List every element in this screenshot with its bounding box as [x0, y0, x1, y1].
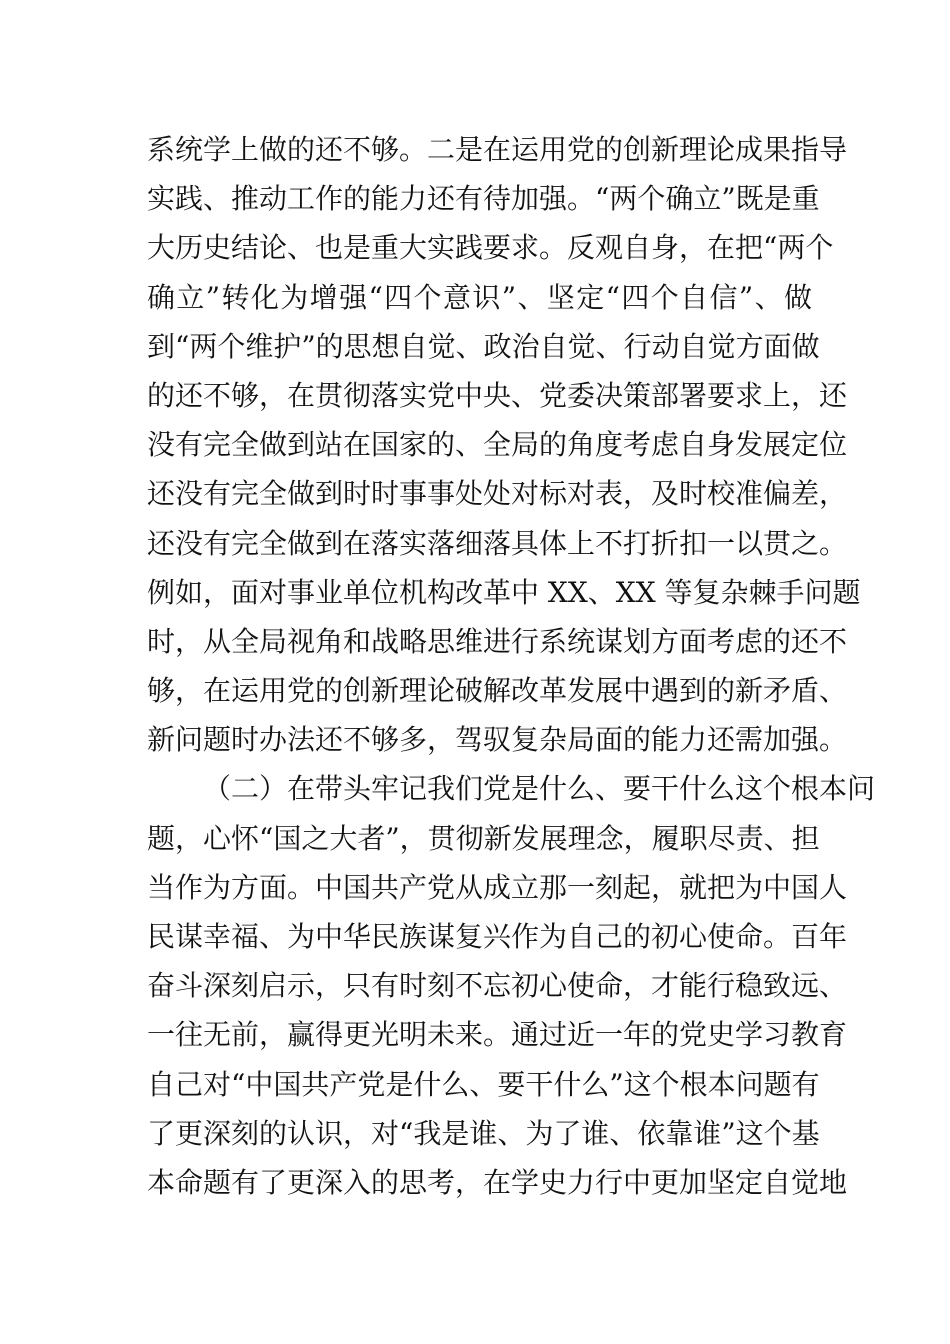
text-line: 到“两个维护”的思想自觉、政治自觉、行动自觉方面做 — [147, 329, 820, 363]
text-line: 了更深刻的认识，对“我是谁、为了谁、依靠谁”这个基 — [147, 1116, 820, 1150]
text-line: 够，在运用党的创新理论破解改革发展中遇到的新矛盾、 — [147, 674, 848, 708]
text-line: 大历史结论、也是重大实践要求。反观自身，在把“两个 — [147, 231, 834, 265]
text-line: 一往无前，赢得更光明未来。通过近一年的党史学习教育 — [147, 1018, 848, 1052]
text-line: 奋斗深刻启示，只有时刻不忘初心使命，才能行稳致远、 — [147, 969, 848, 1003]
text-line: 自己对“中国共产党是什么、要干什么”这个根本问题有 — [147, 1067, 820, 1101]
body-text — [147, 125, 876, 1207]
section-heading-line: （二）在带头牢记我们党是什么、要干什么这个根本问 — [203, 772, 876, 806]
text-line: 题，心怀“国之大者”，贯彻新发展理念，履职尽责、担 — [147, 821, 820, 855]
text-line: 系统学上做的还不够。二是在运用党的创新理论成果指导 — [147, 133, 848, 166]
text-line: 还没有完全做到时时事事处处对标对表，及时校准偏差， — [147, 477, 848, 511]
text-line: 没有完全做到站在国家的、全局的角度考虑自身发展定位 — [147, 428, 848, 462]
text-line: 实践、推动工作的能力还有待加强。“两个确立”既是重 — [147, 182, 820, 216]
text-line: 的还不够，在贯彻落实党中央、党委决策部署要求上，还 — [147, 378, 848, 412]
text-line: 当作为方面。中国共产党从成立那一刻起，就把为中国人 — [147, 870, 848, 904]
text-line: 新问题时办法还不够多，驾驭复杂局面的能力还需加强。 — [147, 723, 848, 757]
text-line: 本命题有了更深入的思考，在学史力行中更加坚定自觉地 — [147, 1165, 848, 1199]
text-line: 确立”转化为增强“四个意识”、坚定“四个自信”、做 — [147, 280, 812, 314]
text-line: 民谋幸福、为中华民族谋复兴作为自己的初心使命。百年 — [147, 920, 848, 953]
text-line: 还没有完全做到在落实落细落具体上不打折扣一以贯之。 — [147, 526, 848, 560]
text-line: 例如，面对事业单位机构改革中 XX、XX 等复杂棘手问题 — [147, 575, 861, 609]
text-line: 时，从全局视角和战略思维进行系统谋划方面考虑的还不 — [147, 624, 848, 658]
